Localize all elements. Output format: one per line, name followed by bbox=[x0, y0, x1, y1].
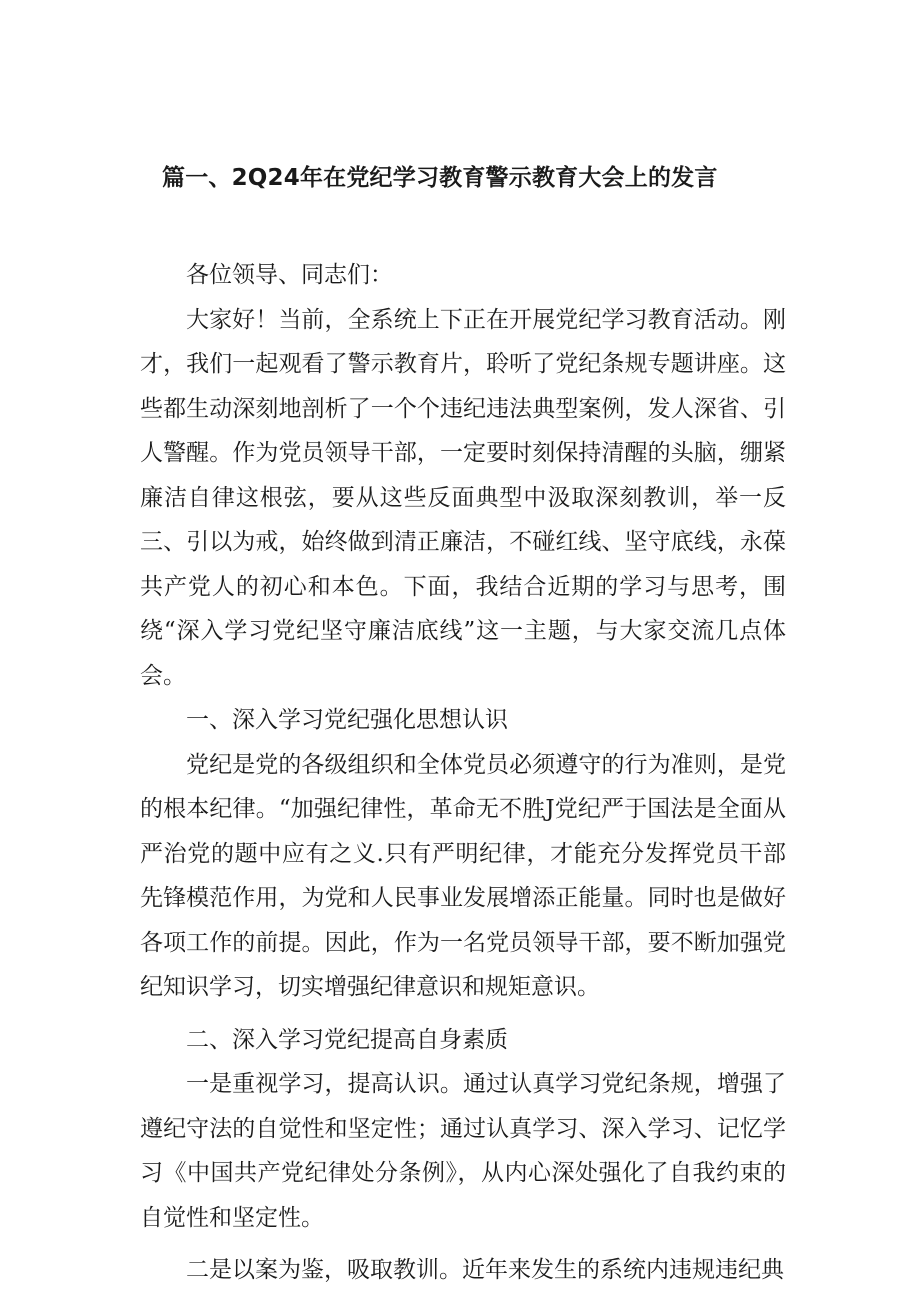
section2-point2-paragraph: 二是以案为鉴，吸取教训。近年来发生的系统内违规违纪典 bbox=[186, 1257, 784, 1283]
document-title: 篇一、2Q24年在党纪学习教育警示教育大会上的发言 bbox=[162, 165, 718, 191]
document-body bbox=[140, 253, 786, 1293]
intro-paragraph: 大家好！当前，全系统上下正在开展党纪学习教育活动。刚才，我们一起观看了警示教育片，聆听了党纪条规专题讲座。这些都生动深刻地剖析了一个个违纪违法典型案例，发人深省、引人警醒。作为党员领导干部，一定要时刻保持清醒的头脑，绷紧廉洁自律这根弦，要从这些反面典型中汲取深刻教训，举一反三、引以为戒，始终做到清正廉洁，不碰红线、坚守底线，永葆共产党人的初心和本色。下面，我结合近期的学习与思考，围绕“深入学习党纪坚守廉洁底线”这一主题，与大家交流几点体会。 bbox=[140, 306, 786, 689]
section-heading-1: 一、深入学习党纪强化思想认识 bbox=[186, 707, 508, 733]
salutation: 各位领导、同志们： bbox=[186, 262, 393, 288]
section1-paragraph: 党纪是党的各级组织和全体党员必须遵守的行为准则，是党的根本纪律。“加强纪律性，革命无不胜J党纪严于国法是全面从严治党的题中应有之义.只有严明纪律，才能充分发挥党员干部先锋模范作用，为党和人民事业发展增添正能量。同时也是做好各项工作的前提。因此，作为一名党员领导干部，要不断加强党纪知识学习，切实增强纪律意识和规矩意识。 bbox=[140, 751, 786, 1000]
section-heading-2: 二、深入学习党纪提高自身素质 bbox=[186, 1026, 508, 1053]
section2-point1-paragraph: 一是重视学习，提高认识。通过认真学习党纪条规，增强了遵纪守法的自觉性和坚定性；通过认真学习、深入学习、记忆学习《中国共产党纪律处分条例》，从内心深处强化了自我约束的自觉性和坚定性。 bbox=[140, 1071, 786, 1231]
